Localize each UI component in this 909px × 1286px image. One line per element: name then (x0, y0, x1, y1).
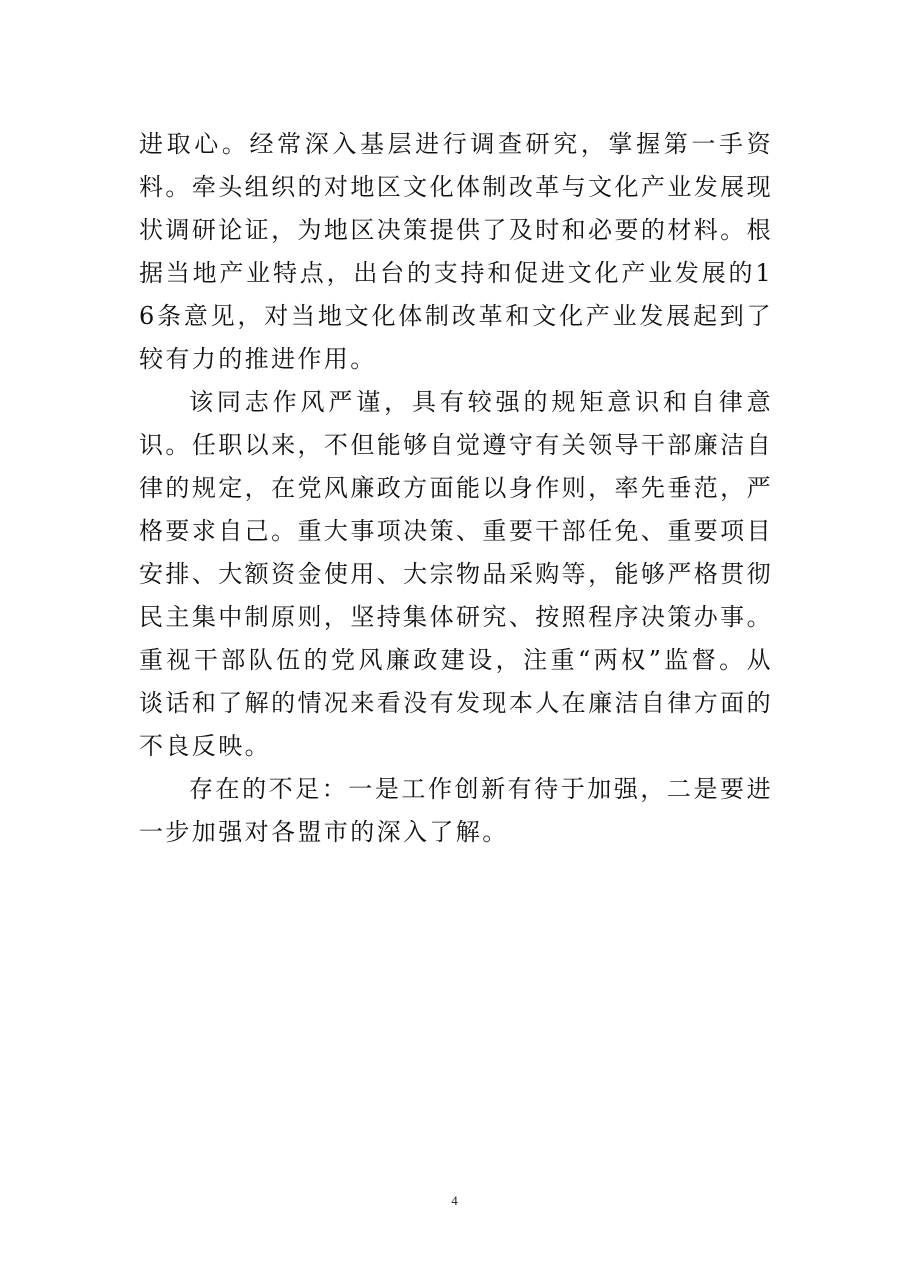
paragraph-continuation: 进取心。经常深入基层进行调查研究，掌握第一手资料。牵头组织的对地区文化体制改革与文化产业发展现状调研论证，为地区决策提供了及时和必要的材料。根据当地产业特点，出台的支持和促进文化产业发展的16条意见，对当地文化体制改革和文化产业发展起到了较有力的推进作用。 (139, 130, 773, 373)
document-body (139, 123, 773, 854)
paragraph-shortcomings: 存在的不足：一是工作创新有待于加强，二是要进一步加强对各盟市的深入了解。 (139, 775, 773, 846)
page-number: 4 (451, 1193, 458, 1208)
paragraph-conduct: 该同志作风严谨，具有较强的规矩意识和自律意识。任职以来，不但能够自觉遵守有关领导干部廉洁自律的规定，在党风廉政方面能以身作则，率先垂范，严格要求自己。重大事项决策、重要干部任免、重要项目安排、大额资金使用、大宗物品采购等，能够严格贯彻民主集中制原则，坚持集体研究、按照程序决策办事。重视干部队伍的党风廉政建设，注重“两权”监督。从谈话和了解的情况来看没有发现本人在廉洁自律方面的不良反映。 (139, 388, 773, 760)
